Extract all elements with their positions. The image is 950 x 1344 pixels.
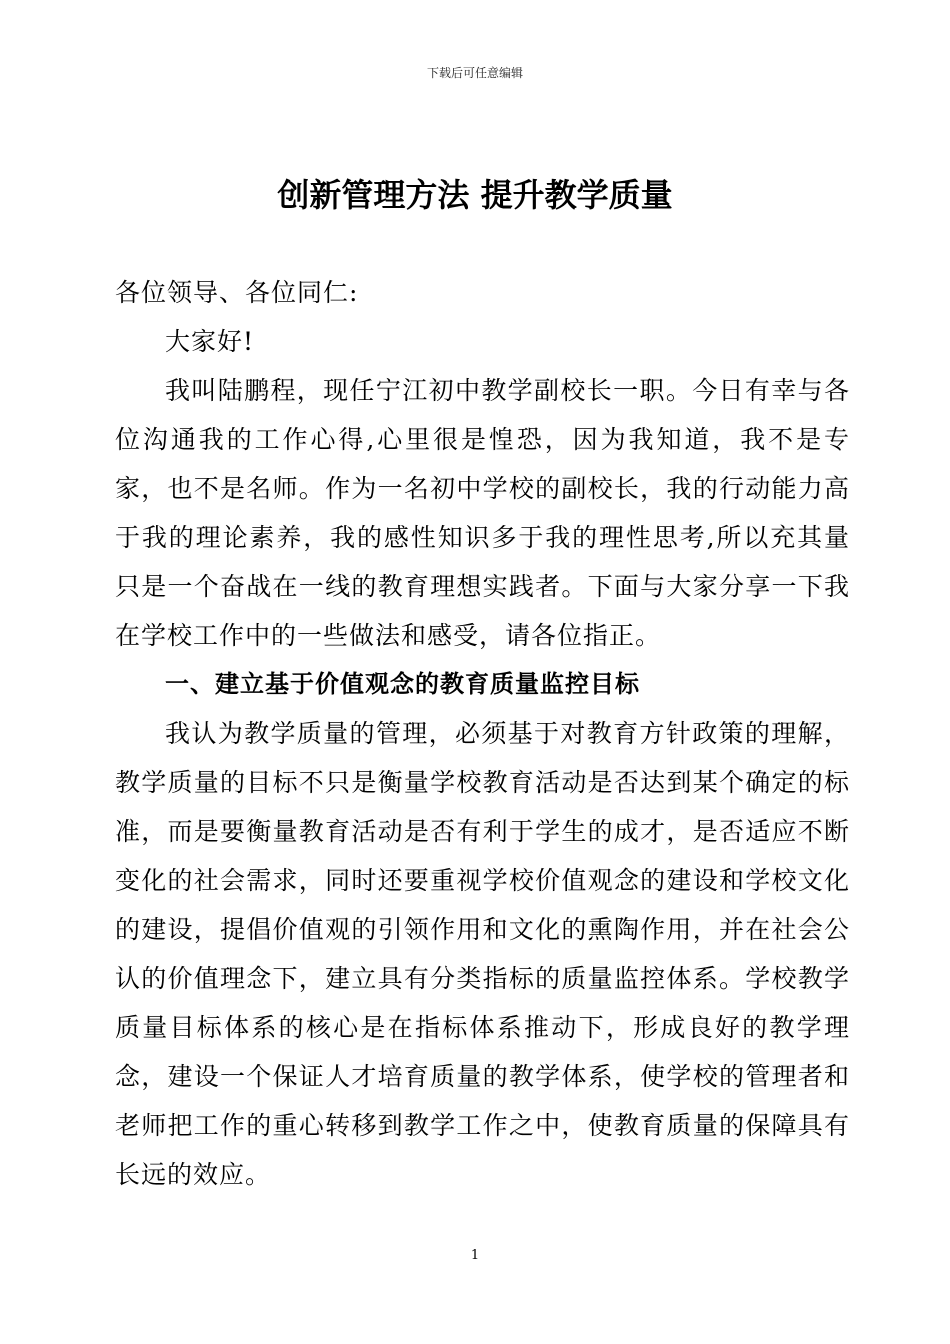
document-title: 创新管理方法 提升教学质量 (277, 176, 673, 214)
section-1-heading: 一、建立基于价值观念的教育质量监控目标 (165, 670, 640, 698)
intro-paragraph: 我叫陆鹏程，现任宁江初中教学副校长一职。今日有幸与各位沟通我的工作心得,心里很是惶恐，因为我知道，我不是专家，也不是名师。作为一名初中学校的副校长，我的行动能力高于我的理论素养，我的感性知识多于我的理性思考,所以充其量只是一个奋战在一线的教育理想实践者。下面与大家分享一下我在学校工作中的一些做法和感受，请各位指正。 (115, 376, 850, 650)
salutation: 各位领导、各位同仁: (115, 278, 359, 307)
page-number: 1 (470, 1248, 480, 1263)
page-header-note: 下载后可任意编辑 (426, 66, 523, 80)
greeting: 大家好! (165, 327, 255, 356)
section-1-paragraph: 我认为教学质量的管理，必须基于对教育方针政策的理解，教学质量的目标不只是衡量学校教育活动是否达到某个确定的标准，而是要衡量教育活动是否有利于学生的成才，是否适应不断变化的社会需求，同时还要重视学校价值观念的建设和学校文化的建设，提倡价值观的引领作用和文化的熏陶作用，并在社会公认的价值理念下，建立具有分类指标的质量监控体系。学校教学质量目标体系的核心是在指标体系推动下，形成良好的教学理念，建设一个保证人才培育质量的教学体系，使学校的管理者和老师把工作的重心转移到教学工作之中，使教育质量的保障具有长远的效应。 (115, 719, 850, 1189)
document-body (115, 268, 850, 1199)
